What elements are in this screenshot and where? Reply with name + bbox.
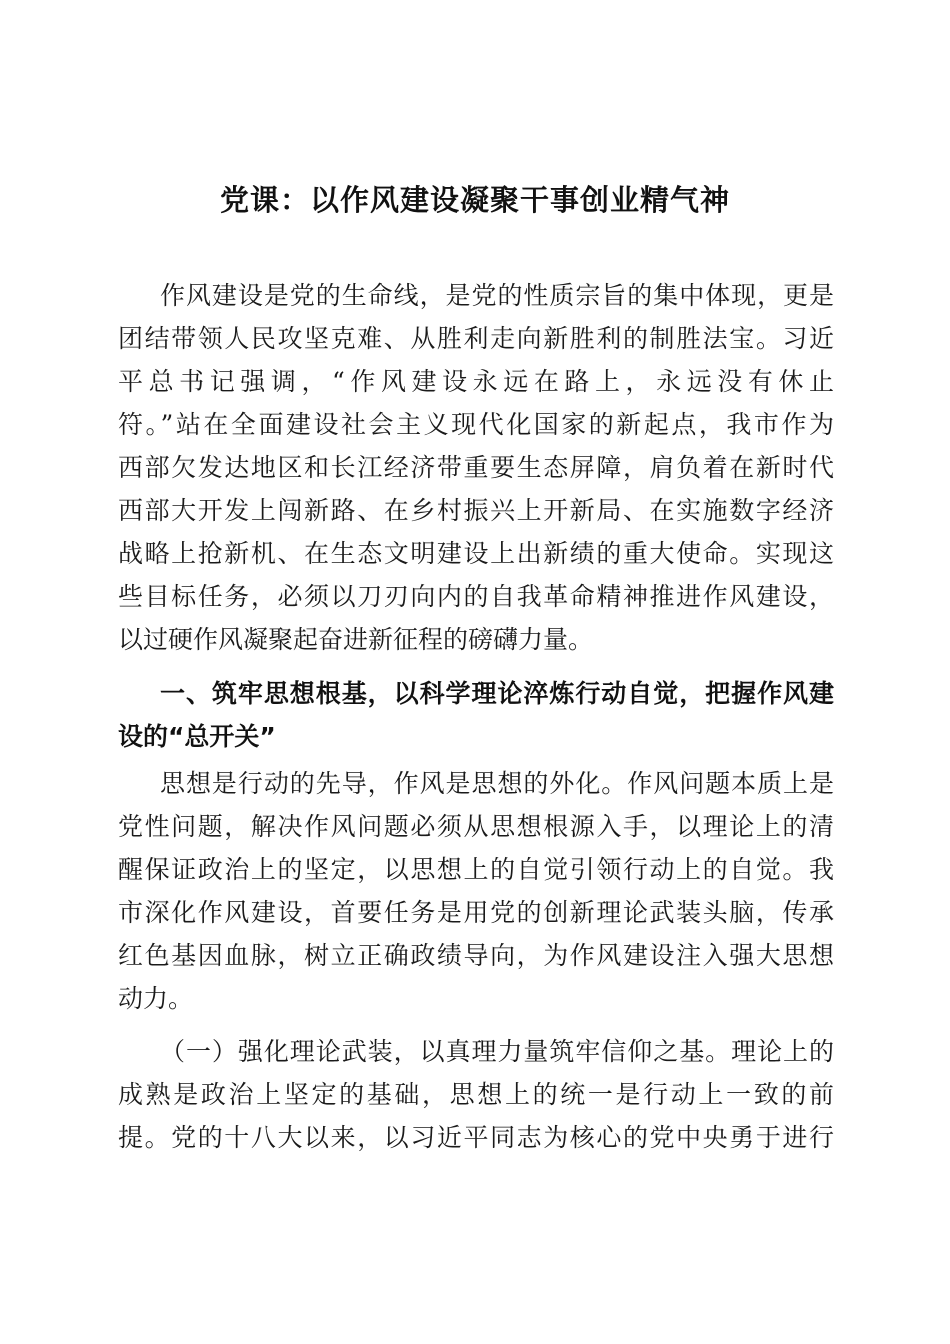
paragraph-line: 些目标任务，必须以刀刃向内的自我革命精神推进作风建设， (118, 582, 834, 611)
paragraph-line: 红色基因血脉，树立正确政绩导向，为作风建设注入强大思想 (118, 941, 834, 970)
paragraph-line: 战略上抢新机、在生态文明建设上出新绩的重大使命。实现这 (118, 539, 834, 568)
paragraph-line: 动力。 (118, 984, 194, 1013)
paragraph-line: 西部大开发上闯新路、在乡村振兴上开新局、在实施数字经济 (118, 496, 834, 525)
document-title: 党课：以作风建设凝聚干事创业精气神 (219, 183, 730, 217)
paragraph-line: 提。党的十八大以来，以习近平同志为核心的党中央勇于进行 (118, 1123, 834, 1152)
paragraph-line: 以过硬作风凝聚起奋进新征程的磅礴力量。 (118, 625, 594, 654)
paragraph-line: 党性问题，解决作风问题必须从思想根源入手，以理论上的清 (118, 812, 834, 841)
paragraph-line: 成熟是政治上坚定的基础，思想上的统一是行动上一致的前 (118, 1080, 834, 1109)
subsection-line: （一）强化理论武装，以真理力量筑牢信仰之基。理论上的 (160, 1037, 834, 1066)
paragraph-line: 思想是行动的先导，作风是思想的外化。作风问题本质上是 (160, 769, 834, 798)
paragraph-line: 西部欠发达地区和长江经济带重要生态屏障，肩负着在新时代 (118, 453, 834, 482)
paragraph-line: 作风建设是党的生命线，是党的性质宗旨的集中体现，更是 (160, 281, 834, 310)
paragraph-line: 平总书记强调，“作风建设永远在路上，永远没有休止 (118, 367, 834, 396)
section-heading: 一、筑牢思想根基，以科学理论淬炼行动自觉，把握作风建 (160, 679, 834, 708)
paragraph-line: 醒保证政治上的坚定，以思想上的自觉引领行动上的自觉。我 (118, 855, 834, 884)
paragraph-line: 符。”站在全面建设社会主义现代化国家的新起点，我市作为 (118, 410, 834, 439)
paragraph-line: 市深化作风建设，首要任务是用党的创新理论武装头脑，传承 (118, 898, 834, 927)
section-heading: 设的“总开关” (118, 722, 276, 751)
paragraph-line: 团结带领人民攻坚克难、从胜利走向新胜利的制胜法宝。习近 (118, 324, 834, 353)
